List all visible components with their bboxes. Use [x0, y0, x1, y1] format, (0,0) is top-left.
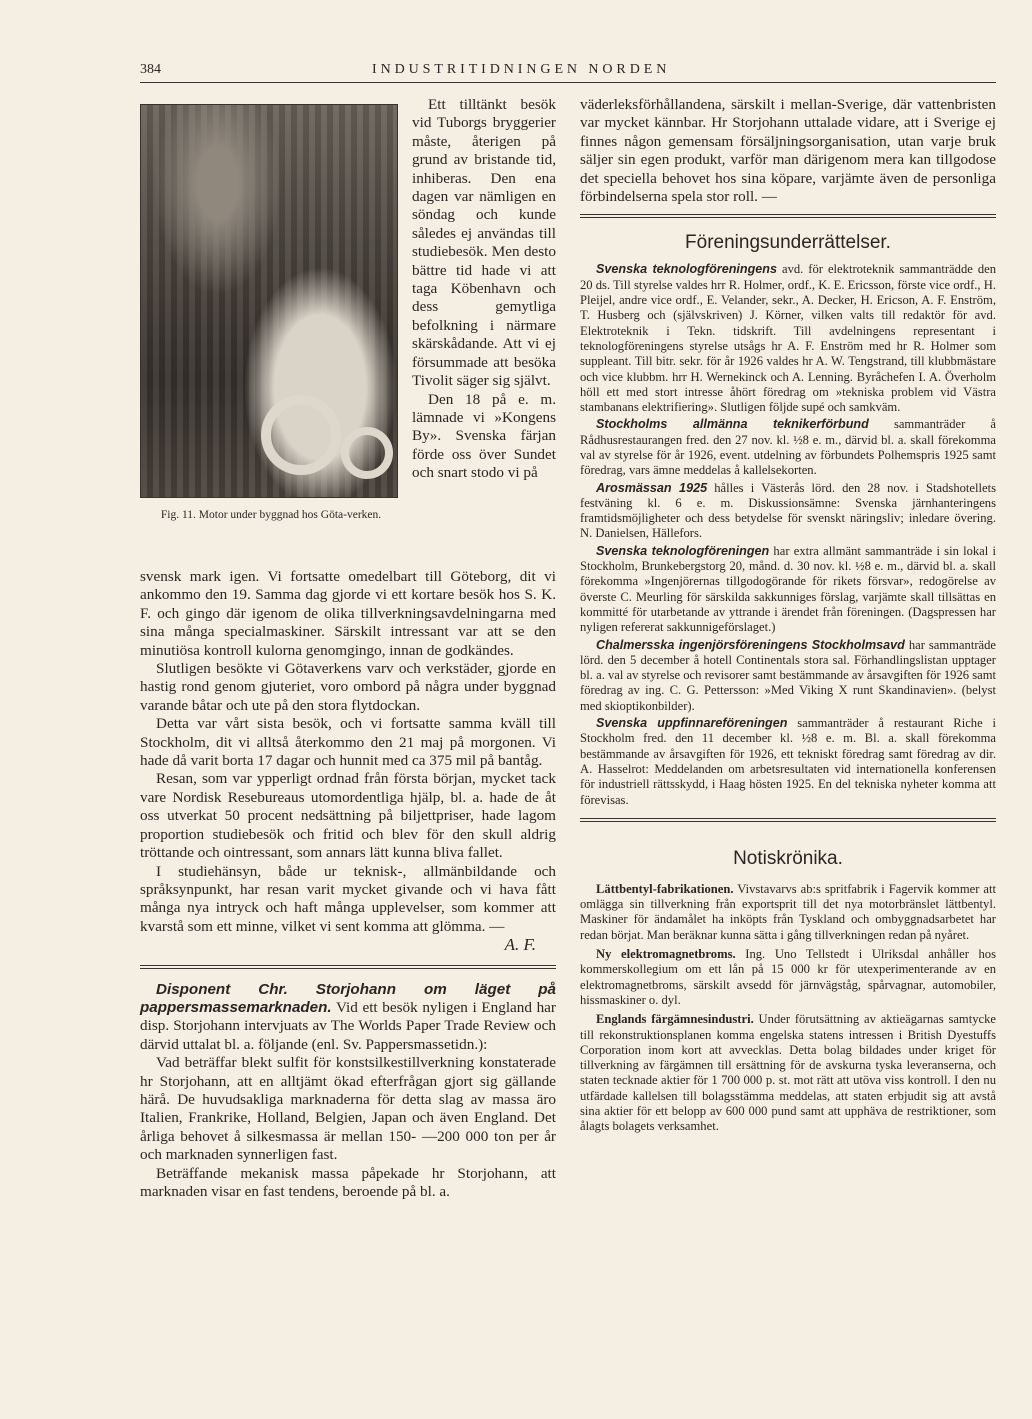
notice-text: avd. för elektroteknik sammanträdde den 20 ds. Till styrelse valdes hrr R. Holmer, ordf., K. E. Ericsson, förste vice ordf., H. Pleijel, andre vice ordf., E. Velander, sekr., A. Decker, H. Ericson, A. F. Enström, T. Husberg och (självskriven) J. Körner, vilken valts till redaktör för avd. Elektroteknik i Tekn. tidskrift. Till avdelningens representant i teknologföreningens styrelse utsågs hr A. F. Enström med hr R. Holmer som suppleant. Till bitr. sekr. för år 1926 valdes hr A. W. Tengstrand, till klubbmästare och vice klubbm. hrr H. Wernekinck och A. Lenning. Byråchefen I. A. Överholm höll ett med stort intresse åhört föredrag om »tekniska problem vid Västra stambanans elektrifiering». Slutligen följde supé och samkväm. [580, 262, 996, 415]
page-number: 384 [140, 62, 161, 77]
notice-item [580, 544, 996, 636]
article-intro-text: Vid ett besök nyligen i England har disp. Storjohann intervjuats av The Worlds Paper Trade Review och därvid uttalat bl. a. följande (enl. Sv. Pappersmassetidn.): [140, 998, 556, 1053]
running-title: INDUSTRITIDNINGEN NORDEN [372, 62, 671, 77]
paragraph: Den 18 på e. m. lämnade vi »Kongens By». Svenska färjan förde oss över Sundet och snart stodo vi på [412, 390, 556, 482]
news-text: Ing. Uno Tellstedt i Ulriksdal anhåller hos kommerskollegium om ett lån på 15 000 kr för utexperimenterande av en elektromagnetbroms, särskilt avsedd för järnvägståg, spårvagnar, automobiler, hissmaskiner o. dyl. [580, 947, 997, 1007]
notice-lead: Stockholms allmänna teknikerförbund [596, 417, 869, 432]
news-list [580, 882, 996, 1135]
running-header [140, 62, 1000, 82]
notice-item [580, 716, 996, 808]
section-title: Föreningsunderrättelser. [685, 232, 891, 254]
notice-text: hålles i Västerås lörd. den 28 nov. i Stadshotellets festväning kl. 6 e. m. Diskussionsämne: Svenska järnhanteringens framtidsmöjligheter och dess betydelse för svenskt näringsliv; inledare övering. N. Danielsen, Hällefors. [580, 480, 997, 541]
figure-photo [140, 104, 398, 498]
paragraph: Detta var vårt sista besök, och vi fortsatte samma kväll till Stockholm, dit vi alltså återkommo den 21 maj på morgonen. Vi hade då varit borta 17 dagar och hunnit med ca 375 mil på bantåg. [140, 715, 556, 770]
paragraph: Ett tilltänkt besök vid Tuborgs bryggerier måste, återigen på grund av bristande tid, inhiberas. Den ena dagen var nämligen en söndag och kunde således ej användas till studiebesök. Men desto bättre tid hade vi att taga Köbenhavn och dess gemytliga befolkning i närmare skärskådande. Att vi ej försummade att besöka Tivolit säger sig självt. [412, 96, 556, 390]
flow-text-column [412, 96, 556, 483]
photo-wheel [261, 395, 341, 475]
paragraph: Resan, som var ypperligt ordnad från första början, mycket tack vare Nordisk Resebureaus utomordentliga hjälp, bl. a. hade de åt oss utverkat 50 procent nedsättning på biljettpriser, hade lagom proportion studiebesök och fritid och blev för den skull aldrig tröttande och ointressant, som annars lätt kunna bliva fallet. [140, 770, 556, 862]
notice-text: sammanträder å Rådhusrestaurangen fred. den 27 nov. kl. ½8 e. m., därvid bl. a. skall förekomma val av styrelse för år 1926, event. utdelning av förbundets Polhemspris 1925 samt föredrag, vars ämne meddelas å kallelsekorten. [580, 417, 996, 478]
notice-item [580, 417, 996, 478]
figure-caption: Fig. 11. Motor under byggnad hos Göta-verken. [160, 509, 382, 521]
notice-lead: Svenska uppfinnareföreningen [596, 716, 788, 731]
news-lead: Lättbentyl-fabrikationen. [596, 881, 734, 896]
notice-lead: Chalmersska ingenjörsföreningens Stockholmsavd [596, 637, 905, 652]
notice-lead: Svenska teknologföreningens [596, 262, 777, 277]
notice-text: har sammanträde lörd. den 5 december å hotell Continentals stora sal. Förhandlingslistan upptager bl. a. val av styrelse och revisorer samt bestämmande av årsavgiften för 1926 samt föredrag av ing. C. G. Pettersson: »Med Viking X runt Skandinavien». (belyst med skioptikonbilder). [580, 637, 996, 713]
notice-text: har extra allmänt sammanträde i sin lokal i Stockholm, Brunkebergstorg 20, månd. d. 30 nov. kl. ½8 e. m., därvid bl. a. skall förekomma »Ingenjörernas tillgodogörande för rikets försvar», redogörelse av överste C. Meurling för särskilda sakkunniges förslag, varjämte skall tillsättas en kommitté för utarbetande av yttrande i ärendet från föreningen. (Dagspressen har nyligen refererat sakkunnigeförslaget.) [580, 543, 996, 635]
article-intro [140, 981, 556, 1055]
paragraph: I studiehänsyn, både ur teknisk-, allmänbildande och språksynpunkt, har resan varit mycket givande och vi hava fått många nya intryck och haft många upplevelser, som kommer att kvarstå som ett minne, vilket vi sent komma att glömma. — [140, 862, 556, 935]
article-lead: Disponent Chr. Storjohann om läget på pappersmassemarknaden. [140, 980, 556, 1016]
section-title: Notiskrönika. [733, 847, 843, 869]
notice-lead: Svenska teknologföreningen [596, 543, 770, 558]
paragraph: Beträffande mekanisk massa påpekade hr Storjohann, att marknaden visar en fast tendens, beroende på bl. a. [140, 1164, 556, 1200]
left-column-body [140, 568, 556, 1201]
notice-text: sammanträder å restaurant Riche i Stockholm fred. den 11 december kl. ½8 e. m. Bl. a. skall förekomma bestämmande av årsavgiften för 1926, ett tekniskt föredrag samt föredrag av dir. A. Hasselrot: Meddelanden om arbetsresultaten vid internationella konferensen för industriell rättsskydd, i Haag hösten 1925. En del tekniska nyheter komma att förevisas. [580, 716, 996, 807]
notice-item [580, 638, 996, 714]
news-text: Under förutsättning av aktieägarnas samtycke till rekonstruktionsplanen komma engelska statens intressen i British Dyestuffs Corporation inom kort att avvecklas. Detta bolag bildades under kriget för tillverkning av färgämnen till ersättning för de avskurna tyska leveranserna, och staten tecknade aktier för 1 700 000 p. st. mot rätt att utöva viss kontroll. I den nu utfärdade kallelsen till bolagsstämma meddelas, att staten erbjudit sig att avstå sina aktier för ett belopp av 600 000 pund samt att upphäva de restriktioner, som ålagts bolagets verksamhet. [580, 1012, 997, 1134]
section-rule [580, 214, 996, 218]
section-rule [580, 818, 996, 822]
photo-wheel [341, 427, 393, 479]
news-lead: Ny elektromagnetbroms. [596, 947, 736, 962]
news-item [580, 947, 996, 1008]
news-text: Vivstavarvs ab:s spritfabrik i Fagervik kommer att omlägga sin tillverkning från exportsprit till det nya motorbränslet lättbentyl. Maskiner för ändamålet ha inköpts från Tyskland och ombyggnadsarbetet har redan börjat. Man beräknar kunna sätta i gång tillverkningen redan på nyåret. [580, 881, 996, 942]
header-rule [140, 82, 996, 83]
signature: A. F. [504, 935, 536, 955]
news-item [580, 882, 996, 943]
right-column [580, 96, 996, 1135]
news-lead: Englands färgämnesindustri. [596, 1012, 754, 1027]
notice-item [580, 262, 996, 415]
paragraph: Vad beträffar blekt sulfit för konstsilkestillverkning konstaterade hr Storjohann, att en alltjämt ökad efterfrågan gjort sig gällande härå. De huvudsakliga marknaderna för detta slag av massa äro Italien, Frankrike, Holland, Belgien, Japan och även England. Det årliga behovet å silkesmassa är mellan 150- —200 000 ton per år och marknaden synnerligen fast. [140, 1054, 556, 1164]
paragraph: svensk mark igen. Vi fortsatte omedelbart till Göteborg, dit vi ankommo den 19. Samma dag gjorde vi ett kortare besök hos S. K. F. och gingo där igenom de olika tillverkningsavdelningarna med sina många specialmaskiner. Särskilt intressant var att se den minutiösa kontroll kulorna genomgingo, innan de godkändes. [140, 568, 556, 659]
notice-lead: Arosmässan 1925 [596, 480, 708, 495]
notice-item [580, 481, 996, 542]
paragraph: Slutligen besökte vi Götaverkens varv och verkstäder, gjorde en hastig rond genom gjuteriet, voro ombord på några under byggnad varande båtar och ute på den stora flytdockan. [140, 660, 556, 714]
section-rule [140, 965, 556, 969]
notices-list [580, 262, 996, 807]
news-item [580, 1012, 996, 1134]
paragraph: väderleksförhållandena, särskilt i mellan-Sverige, där vattenbristen var mycket kännbar. Hr Storjohann uttalade vidare, att i Sverige ej finnes någon gemensam försäljningsorganisation, utan varje bruk säljer sin egen produkt, varför man därigenom mera kan tillgodose det speciella behovet hos sina köpare, varjämte även de personliga förbindelserna spela stor roll. — [580, 96, 996, 206]
